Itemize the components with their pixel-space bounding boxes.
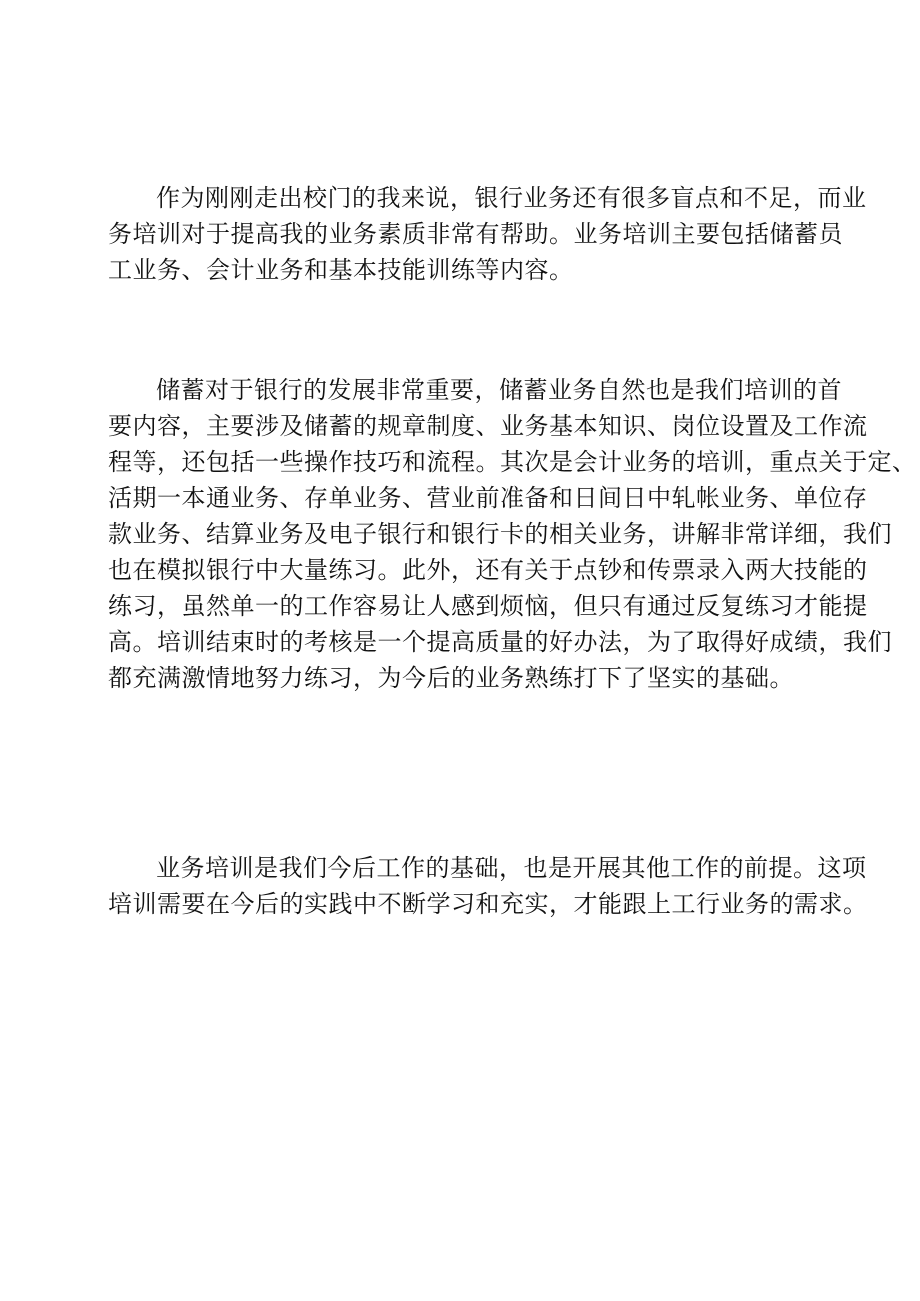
text-line: 活期一本通业务、存单业务、营业前准备和日间日中轧帐业务、单位存 xyxy=(108,484,868,512)
text-line: 程等，还包括一些操作技巧和流程。其次是会计业务的培训，重点关于定、 xyxy=(108,448,917,476)
text-line: 业务培训是我们今后工作的基础，也是开展其他工作的前提。这项 xyxy=(156,854,867,882)
text-line: 也在模拟银行中大量练习。此外，还有关于点钞和传票录入两大技能的 xyxy=(108,556,868,584)
text-line: 培训需要在今后的实践中不断学习和充实，才能跟上工行业务的需求。 xyxy=(108,890,868,918)
paragraph-1 xyxy=(108,180,867,288)
paragraph-3 xyxy=(108,850,868,922)
text-line: 练习，虽然单一的工作容易让人感到烦恼，但只有通过反复练习才能提 xyxy=(108,592,868,620)
text-line: 都充满激情地努力练习，为今后的业务熟练打下了坚实的基础。 xyxy=(108,664,794,692)
text-line: 工业务、会计业务和基本技能训练等内容。 xyxy=(108,256,574,284)
text-line: 要内容，主要涉及储蓄的规章制度、业务基本知识、岗位设置及工作流 xyxy=(108,412,868,440)
text-line: 款业务、结算业务及电子银行和银行卡的相关业务，讲解非常详细，我们 xyxy=(108,520,892,548)
text-line: 务培训对于提高我的业务素质非常有帮助。业务培训主要包括储蓄员 xyxy=(108,220,843,248)
text-line: 作为刚刚走出校门的我来说，银行业务还有很多盲点和不足，而业 xyxy=(156,184,867,212)
text-line: 储蓄对于银行的发展非常重要，储蓄业务自然也是我们培训的首 xyxy=(156,376,842,404)
text-line: 高。培训结束时的考核是一个提高质量的好办法，为了取得好成绩，我们 xyxy=(108,628,892,656)
paragraph-2 xyxy=(108,372,917,696)
